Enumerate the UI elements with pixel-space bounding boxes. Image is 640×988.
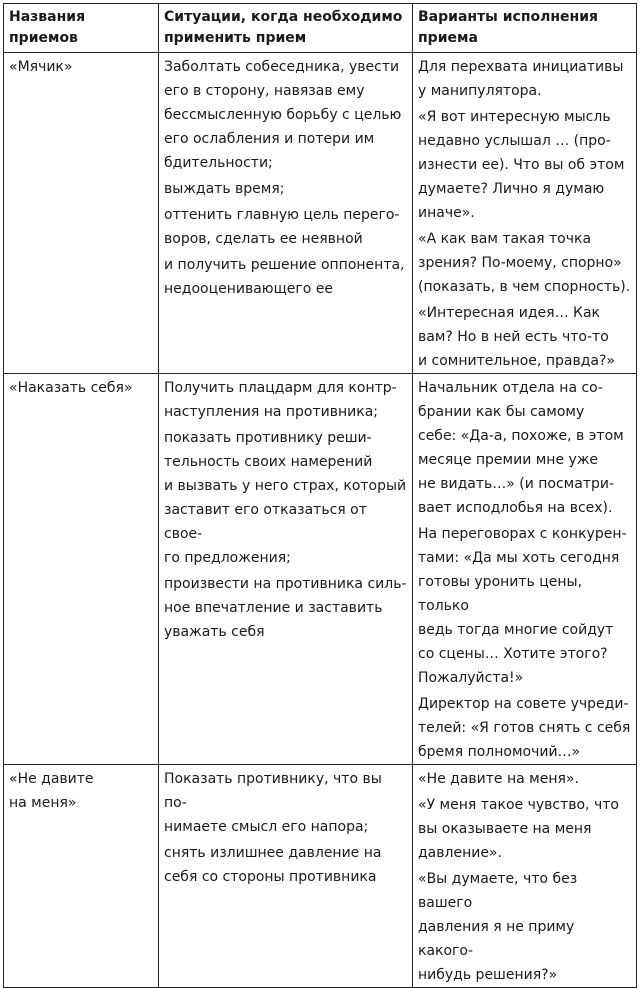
variants-cell [413, 374, 637, 765]
situation-text: произвести на противника силь- ное впечатление и заставить уважать себя [164, 576, 407, 640]
header-technique-name: Названия приемов [4, 4, 159, 53]
technique-name: «Не давите на меня» [9, 771, 94, 811]
variant-text: «Вы думаете, что без вашего давления я не приму какого- нибудь решения?» [418, 871, 578, 983]
variant-text: «Интересная идея… Как вам? Но в ней есть что-то и сомнительное, правда?» [418, 305, 615, 369]
situation-text: Получить плацдарм для контр- наступления на противника; [164, 380, 397, 420]
situation-text: и получить решение оппонента, недооценивающего ее [164, 257, 405, 297]
variant-text: Для перехвата инициативы у манипулятора. [418, 59, 624, 99]
table-row [4, 765, 637, 988]
variant-text: Начальник отдела на со- брании как бы самому себе: «Да-а, похоже, в этом месяце премии мне уже не видать…» (и посматри- вает исподлобья на всех). [418, 380, 624, 516]
variant-text: «А как вам такая точка зрения? По-моему, спорно» (показать, в чем спорность). [418, 231, 631, 295]
technique-name-cell [4, 374, 159, 765]
header-situations: Ситуации, когда необходимо применить прием [159, 4, 413, 53]
variant-text: «У меня такое чувство, что вы оказываете на меня давление». [418, 797, 619, 861]
situation-text: Заболтать собеседника, увести его в сторону, навязав ему бессмысленную борьбу с целью его ослабления и потери им бдительности; [164, 59, 402, 171]
variant-text: «Я вот интересную мысль недавно услышал … (про- изнести ее). Что вы об этом думаете? Лично я думаю иначе». [418, 109, 625, 221]
header-variants: Варианты исполнения приема [413, 4, 637, 53]
techniques-table [3, 3, 637, 988]
variant-text: На переговорах с конкурен- тами: «Да мы хоть сегодня готовы уронить цены, только ведь тогда многие сойдут со сцены… Хотите этого? Пожалуйста!» [418, 526, 627, 686]
situation-text: выждать время; [164, 181, 285, 197]
table-row [4, 53, 637, 374]
variant-text: Директор на совете учреди- телей: «Я готов снять с себя бремя полномочий…» [418, 696, 631, 760]
variants-cell [413, 53, 637, 374]
header-row [4, 4, 637, 53]
technique-name-cell [4, 53, 159, 374]
variants-cell [413, 765, 637, 988]
technique-name: «Наказать себя» [9, 380, 133, 396]
technique-name: «Мячик» [9, 59, 73, 75]
situation-text: Показать противнику, что вы по- нимаете смысл его напора; [164, 771, 382, 835]
situations-cell [159, 374, 413, 765]
situation-text: показать противнику реши- тельность своих намерений и вызвать у него страх, который заставит его отказаться от свое- го предложения; [164, 430, 407, 566]
variant-text: «Не давите на меня». [418, 771, 579, 787]
situations-cell [159, 765, 413, 988]
situation-text: оттенить главную цель перего- воров, сделать ее неявной [164, 207, 400, 247]
situations-cell [159, 53, 413, 374]
technique-name-cell [4, 765, 159, 988]
table-row [4, 374, 637, 765]
situation-text: снять излишнее давление на себя со стороны противника [164, 845, 382, 885]
